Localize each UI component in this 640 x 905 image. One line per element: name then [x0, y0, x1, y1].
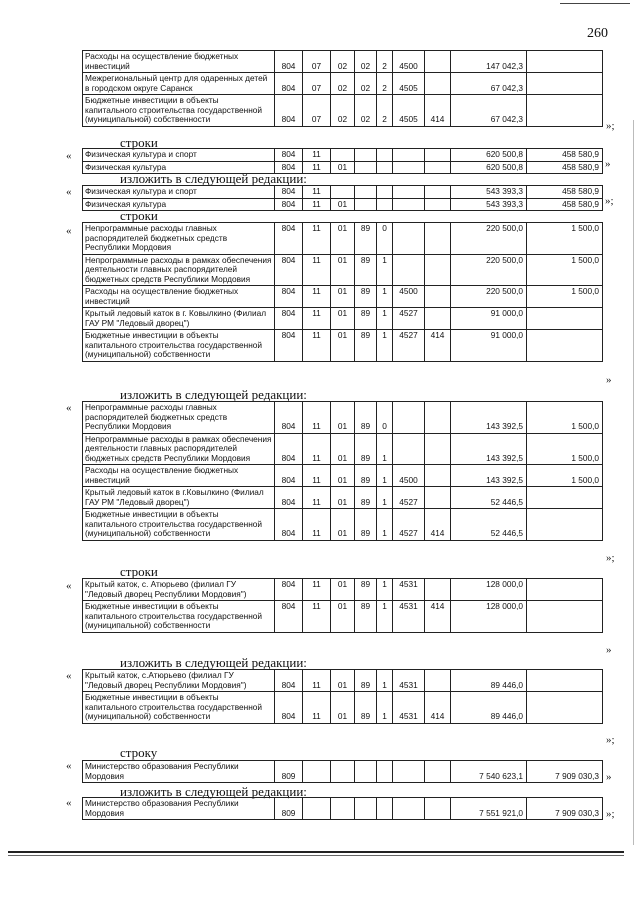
section-cell: 11: [303, 223, 331, 255]
section-cell: 11: [303, 601, 331, 633]
section-cell: [303, 761, 331, 783]
close-quote: »: [606, 771, 612, 783]
amount2-cell: [527, 692, 603, 724]
amount-cell: 220 500,0: [451, 223, 527, 255]
table-row: [83, 198, 603, 211]
open-quote: «: [66, 670, 72, 682]
table-row: [83, 487, 603, 509]
budget-table: [82, 50, 603, 127]
table-row: [83, 433, 603, 465]
amount-cell: 220 500,0: [451, 254, 527, 286]
program-cell: 89: [355, 692, 377, 724]
budget-table: [82, 797, 603, 820]
table-row: [83, 330, 603, 362]
name-cell: Бюджетные инвестиции в объекты капитального строительства государственной (муниципальной) собственности: [83, 95, 275, 127]
admin-code-cell: 804: [275, 509, 303, 541]
name-cell: Крытый ледовый каток в г.Ковылкино (Филиал ГАУ РМ "Ледовый дворец"): [83, 487, 275, 509]
admin-code-cell: 804: [275, 286, 303, 308]
open-quote: «: [66, 760, 72, 772]
expense-type-cell: 414: [425, 509, 451, 541]
subsection-cell: 02: [331, 51, 355, 73]
section-cell: 11: [303, 286, 331, 308]
expense-type-cell: [425, 223, 451, 255]
name-cell: Непрограммные расходы главных распорядителей бюджетных средств Республики Мордовия: [83, 402, 275, 434]
table-row: [83, 286, 603, 308]
section-cell: 11: [303, 402, 331, 434]
bottom-rule: [8, 851, 624, 853]
amount-cell: 543 393,3: [451, 198, 527, 211]
name-cell: Министерство образования Республики Мордовия: [83, 798, 275, 820]
target-cell: [393, 186, 425, 199]
subsection-cell: 01: [331, 433, 355, 465]
name-cell: Расходы на осуществление бюджетных инвестиций: [83, 286, 275, 308]
section-cell: 11: [303, 149, 331, 162]
subsection-cell: 01: [331, 198, 355, 211]
subprogram-cell: 1: [377, 509, 393, 541]
target-cell: 4500: [393, 286, 425, 308]
subprogram-cell: [377, 798, 393, 820]
expense-type-cell: [425, 149, 451, 162]
target-cell: 4527: [393, 487, 425, 509]
close-quote: »;: [606, 808, 615, 820]
amount-cell: 67 042,3: [451, 95, 527, 127]
expense-type-cell: [425, 402, 451, 434]
amount2-cell: [527, 95, 603, 127]
subprogram-cell: 1: [377, 487, 393, 509]
amount2-cell: 458 580,9: [527, 198, 603, 211]
amount2-cell: [527, 308, 603, 330]
program-cell: 89: [355, 601, 377, 633]
target-cell: 4531: [393, 579, 425, 601]
amount2-cell: 7 909 030,3: [527, 798, 603, 820]
amount-cell: 143 392,5: [451, 465, 527, 487]
budget-table: [82, 760, 603, 783]
amount2-cell: [527, 51, 603, 73]
program-cell: 89: [355, 433, 377, 465]
program-cell: 89: [355, 402, 377, 434]
amount2-cell: 7 909 030,3: [527, 761, 603, 783]
subsection-cell: 01: [331, 330, 355, 362]
expense-type-cell: [425, 51, 451, 73]
open-quote: «: [66, 402, 72, 414]
subsection-cell: 01: [331, 601, 355, 633]
subprogram-cell: 1: [377, 692, 393, 724]
table-row: [83, 149, 603, 162]
target-cell: 4527: [393, 330, 425, 362]
open-quote: «: [66, 797, 72, 809]
admin-code-cell: 804: [275, 487, 303, 509]
target-cell: 4527: [393, 509, 425, 541]
expense-type-cell: [425, 433, 451, 465]
section-cell: [303, 798, 331, 820]
subprogram-cell: 1: [377, 286, 393, 308]
subsection-cell: 01: [331, 223, 355, 255]
target-cell: [393, 402, 425, 434]
caption-replace: изложить в следующей редакции:: [120, 387, 307, 402]
budget-table: [82, 578, 603, 633]
subsection-cell: 01: [331, 308, 355, 330]
section-cell: 11: [303, 579, 331, 601]
budget-table: [82, 185, 603, 211]
expense-type-cell: [425, 161, 451, 174]
open-quote: «: [66, 150, 72, 162]
name-cell: Непрограммные расходы в рамках обеспечения деятельности главных распорядителей бюджетных средств Республики Мордовия: [83, 433, 275, 465]
subprogram-cell: 1: [377, 308, 393, 330]
open-quote: «: [66, 225, 72, 237]
name-cell: Бюджетные инвестиции в объекты капитального строительства государственной (муниципальной) собственности: [83, 692, 275, 724]
amount2-cell: 458 580,9: [527, 186, 603, 199]
target-cell: 4500: [393, 465, 425, 487]
section-cell: 11: [303, 692, 331, 724]
table-block-continued: [82, 50, 602, 127]
name-cell: Бюджетные инвестиции в объекты капитального строительства государственной (муниципальной) собственности: [83, 509, 275, 541]
name-cell: Расходы на осуществление бюджетных инвестиций: [83, 465, 275, 487]
amount-cell: 128 000,0: [451, 601, 527, 633]
amount-cell: 620 500,8: [451, 149, 527, 162]
amount-cell: 128 000,0: [451, 579, 527, 601]
subsection-cell: 01: [331, 692, 355, 724]
expense-type-cell: [425, 761, 451, 783]
program-cell: 89: [355, 465, 377, 487]
amount2-cell: 1 500,0: [527, 402, 603, 434]
section-cell: 11: [303, 670, 331, 692]
budget-table: [82, 222, 603, 362]
amount-cell: 7 540 623,1: [451, 761, 527, 783]
amount-cell: 91 000,0: [451, 330, 527, 362]
expense-type-cell: [425, 798, 451, 820]
program-cell: [355, 186, 377, 199]
table-row: [83, 670, 603, 692]
expense-type-cell: [425, 308, 451, 330]
close-quote: »;: [606, 120, 615, 132]
amount2-cell: [527, 601, 603, 633]
subsection-cell: 01: [331, 465, 355, 487]
section-cell: 11: [303, 465, 331, 487]
close-quote: »: [606, 644, 612, 656]
name-cell: Непрограммные расходы в рамках обеспечения деятельности главных распорядителей бюджетных средств Республики Мордовия: [83, 254, 275, 286]
name-cell: Крытый каток, с. Атюрьево (филиал ГУ "Ледовый дворец Республики Мордовия"): [83, 579, 275, 601]
program-cell: [355, 798, 377, 820]
program-cell: [355, 761, 377, 783]
subsection-cell: [331, 798, 355, 820]
name-cell: Межрегиональный центр для одаренных детей в городском округе Саранск: [83, 73, 275, 95]
target-cell: [393, 198, 425, 211]
program-cell: 89: [355, 286, 377, 308]
close-quote: »;: [605, 195, 614, 207]
section-cell: 07: [303, 95, 331, 127]
admin-code-cell: 804: [275, 402, 303, 434]
section-cell: 11: [303, 330, 331, 362]
target-cell: 4531: [393, 670, 425, 692]
program-cell: 02: [355, 95, 377, 127]
expense-type-cell: [425, 254, 451, 286]
name-cell: Крытый ледовый каток в г. Ковылкино (Филиал ГАУ РМ "Ледовый дворец"): [83, 308, 275, 330]
budget-table: [82, 401, 603, 541]
program-cell: 89: [355, 487, 377, 509]
expense-type-cell: [425, 465, 451, 487]
section-cell: 11: [303, 186, 331, 199]
top-rule: [560, 3, 630, 4]
admin-code-cell: 804: [275, 95, 303, 127]
table-block-old-atyurievo: [82, 578, 602, 633]
amount2-cell: 1 500,0: [527, 465, 603, 487]
subprogram-cell: 2: [377, 95, 393, 127]
subsection-cell: 01: [331, 402, 355, 434]
caption-replace: изложить в следующей редакции:: [120, 655, 307, 670]
expense-type-cell: [425, 670, 451, 692]
name-cell: Физическая культура: [83, 161, 275, 174]
admin-code-cell: 804: [275, 601, 303, 633]
table-block-new-sport: [82, 185, 602, 211]
admin-code-cell: 804: [275, 433, 303, 465]
section-cell: 11: [303, 509, 331, 541]
amount-cell: 620 500,8: [451, 161, 527, 174]
target-cell: 4505: [393, 95, 425, 127]
amount-cell: 7 551 921,0: [451, 798, 527, 820]
expense-type-cell: 414: [425, 601, 451, 633]
table-row: [83, 254, 603, 286]
program-cell: 89: [355, 223, 377, 255]
admin-code-cell: 804: [275, 223, 303, 255]
subprogram-cell: 1: [377, 465, 393, 487]
name-cell: Расходы на осуществление бюджетных инвестиций: [83, 51, 275, 73]
amount2-cell: [527, 330, 603, 362]
amount2-cell: [527, 73, 603, 95]
target-cell: [393, 798, 425, 820]
amount2-cell: 1 500,0: [527, 286, 603, 308]
target-cell: [393, 433, 425, 465]
section-cell: 07: [303, 73, 331, 95]
subsection-cell: 01: [331, 579, 355, 601]
section-cell: 11: [303, 254, 331, 286]
amount2-cell: 1 500,0: [527, 223, 603, 255]
table-block-new-nonprogram: [82, 401, 602, 541]
open-quote: «: [66, 580, 72, 592]
target-cell: [393, 223, 425, 255]
table-row: [83, 692, 603, 724]
amount-cell: 220 500,0: [451, 286, 527, 308]
page-number: 260: [587, 26, 608, 41]
table-row: [83, 308, 603, 330]
subprogram-cell: 1: [377, 670, 393, 692]
target-cell: 4531: [393, 692, 425, 724]
expense-type-cell: [425, 487, 451, 509]
expense-type-cell: 414: [425, 330, 451, 362]
admin-code-cell: 804: [275, 579, 303, 601]
expense-type-cell: [425, 73, 451, 95]
amount-cell: 143 392,5: [451, 433, 527, 465]
name-cell: Бюджетные инвестиции в объекты капитального строительства государственной (муниципальной) собственности: [83, 601, 275, 633]
expense-type-cell: [425, 579, 451, 601]
program-cell: 89: [355, 254, 377, 286]
table-block-new-atyurievo: [82, 669, 602, 724]
program-cell: 89: [355, 308, 377, 330]
admin-code-cell: 804: [275, 692, 303, 724]
amount2-cell: 458 580,9: [527, 161, 603, 174]
subsection-cell: 02: [331, 73, 355, 95]
amount2-cell: [527, 579, 603, 601]
table-row: [83, 601, 603, 633]
table-row: [83, 95, 603, 127]
amount-cell: 89 446,0: [451, 670, 527, 692]
expense-type-cell: 414: [425, 692, 451, 724]
table-block-old-ministry: [82, 760, 602, 783]
subprogram-cell: 1: [377, 579, 393, 601]
caption-replace: изложить в следующей редакции:: [120, 784, 307, 799]
section-cell: 11: [303, 198, 331, 211]
name-cell: Физическая культура и спорт: [83, 149, 275, 162]
subprogram-cell: 1: [377, 601, 393, 633]
admin-code-cell: 804: [275, 330, 303, 362]
admin-code-cell: 809: [275, 761, 303, 783]
target-cell: 4500: [393, 51, 425, 73]
admin-code-cell: 804: [275, 149, 303, 162]
name-cell: Бюджетные инвестиции в объекты капитального строительства государственной (муниципальной) собственности: [83, 330, 275, 362]
admin-code-cell: 804: [275, 73, 303, 95]
table-row: [83, 223, 603, 255]
amount-cell: 52 446,5: [451, 487, 527, 509]
subprogram-cell: 0: [377, 223, 393, 255]
subprogram-cell: [377, 161, 393, 174]
amount-cell: 67 042,3: [451, 73, 527, 95]
caption-replace: изложить в следующей редакции:: [120, 171, 307, 186]
name-cell: Крытый каток, с.Атюрьево (филиал ГУ "Ледовый дворец Республики Мордовия"): [83, 670, 275, 692]
name-cell: Физическая культура: [83, 198, 275, 211]
expense-type-cell: [425, 198, 451, 211]
open-quote: «: [66, 186, 72, 198]
table-row: [83, 51, 603, 73]
table-row: [83, 465, 603, 487]
subprogram-cell: [377, 149, 393, 162]
name-cell: Физическая культура и спорт: [83, 186, 275, 199]
caption-line-single: строку: [120, 745, 158, 760]
section-cell: 11: [303, 161, 331, 174]
admin-code-cell: 804: [275, 198, 303, 211]
subsection-cell: 01: [331, 670, 355, 692]
target-cell: 4527: [393, 308, 425, 330]
subsection-cell: 01: [331, 509, 355, 541]
admin-code-cell: 804: [275, 465, 303, 487]
subprogram-cell: 2: [377, 73, 393, 95]
caption-lines: строки: [120, 135, 158, 150]
target-cell: 4505: [393, 73, 425, 95]
amount-cell: 52 446,5: [451, 509, 527, 541]
subsection-cell: [331, 149, 355, 162]
subprogram-cell: 1: [377, 433, 393, 465]
section-cell: 07: [303, 51, 331, 73]
close-quote: »;: [606, 734, 615, 746]
budget-table: [82, 669, 603, 724]
section-cell: 11: [303, 487, 331, 509]
table-row: [83, 509, 603, 541]
amount-cell: 147 042,3: [451, 51, 527, 73]
target-cell: [393, 254, 425, 286]
program-cell: [355, 149, 377, 162]
admin-code-cell: 804: [275, 308, 303, 330]
subprogram-cell: [377, 186, 393, 199]
program-cell: [355, 161, 377, 174]
admin-code-cell: 804: [275, 254, 303, 286]
program-cell: 89: [355, 509, 377, 541]
subsection-cell: [331, 186, 355, 199]
caption-lines: строки: [120, 564, 158, 579]
table-row: [83, 73, 603, 95]
subprogram-cell: 2: [377, 51, 393, 73]
subsection-cell: 01: [331, 161, 355, 174]
admin-code-cell: 804: [275, 161, 303, 174]
subprogram-cell: [377, 198, 393, 211]
target-cell: [393, 761, 425, 783]
program-cell: 02: [355, 51, 377, 73]
subsection-cell: 01: [331, 254, 355, 286]
name-cell: Министерство образования Республики Мордовия: [83, 761, 275, 783]
close-quote: »: [606, 374, 612, 386]
bottom-rule-thin: [8, 855, 624, 856]
subprogram-cell: 0: [377, 402, 393, 434]
amount-cell: 89 446,0: [451, 692, 527, 724]
table-row: [83, 186, 603, 199]
program-cell: 02: [355, 73, 377, 95]
admin-code-cell: 804: [275, 51, 303, 73]
caption-lines: строки: [120, 208, 158, 223]
amount-cell: 91 000,0: [451, 308, 527, 330]
subprogram-cell: 1: [377, 254, 393, 286]
close-quote: »;: [606, 552, 615, 564]
table-row: [83, 798, 603, 820]
program-cell: [355, 198, 377, 211]
subprogram-cell: 1: [377, 330, 393, 362]
admin-code-cell: 804: [275, 670, 303, 692]
table-block-old-nonprogram: [82, 222, 602, 362]
admin-code-cell: 809: [275, 798, 303, 820]
subsection-cell: [331, 761, 355, 783]
subsection-cell: 02: [331, 95, 355, 127]
table-row: [83, 761, 603, 783]
subsection-cell: 01: [331, 286, 355, 308]
target-cell: [393, 149, 425, 162]
table-row: [83, 579, 603, 601]
subsection-cell: 01: [331, 487, 355, 509]
expense-type-cell: [425, 186, 451, 199]
expense-type-cell: [425, 286, 451, 308]
program-cell: 89: [355, 670, 377, 692]
amount2-cell: [527, 487, 603, 509]
program-cell: 89: [355, 330, 377, 362]
program-cell: 89: [355, 579, 377, 601]
target-cell: 4531: [393, 601, 425, 633]
amount2-cell: 1 500,0: [527, 254, 603, 286]
target-cell: [393, 161, 425, 174]
name-cell: Непрограммные расходы главных распорядителей бюджетных средств Республики Мордовия: [83, 223, 275, 255]
close-quote: »: [605, 158, 611, 170]
table-row: [83, 402, 603, 434]
admin-code-cell: 804: [275, 186, 303, 199]
amount2-cell: 458 580,9: [527, 149, 603, 162]
scan-edge: [633, 120, 634, 845]
amount-cell: 543 393,3: [451, 186, 527, 199]
amount2-cell: [527, 509, 603, 541]
amount-cell: 143 392,5: [451, 402, 527, 434]
amount2-cell: [527, 670, 603, 692]
subprogram-cell: [377, 761, 393, 783]
table-block-new-ministry: [82, 797, 602, 820]
section-cell: 11: [303, 433, 331, 465]
section-cell: 11: [303, 308, 331, 330]
amount2-cell: 1 500,0: [527, 433, 603, 465]
expense-type-cell: 414: [425, 95, 451, 127]
